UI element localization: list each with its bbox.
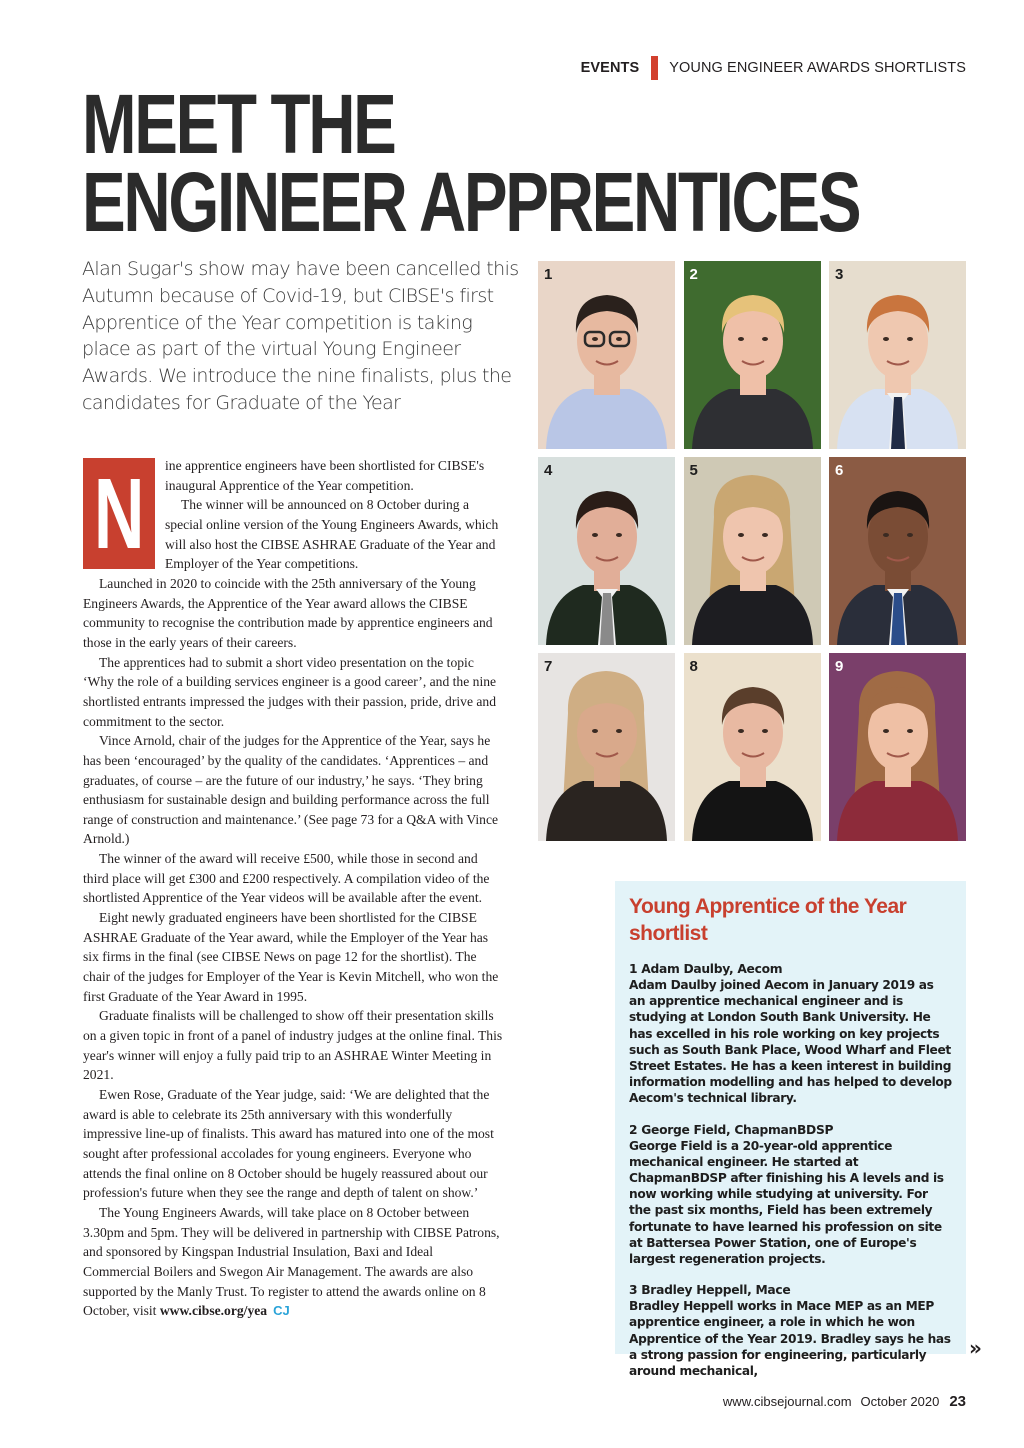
eye bbox=[907, 533, 913, 537]
double-chevron-right-icon[interactable]: » bbox=[969, 1336, 982, 1360]
eye bbox=[907, 729, 913, 733]
body-paragraph: ine apprentice engineers have been shortlisted for CIBSE's inaugural Apprentice of the Year competition. bbox=[165, 458, 485, 493]
portrait-image bbox=[829, 457, 966, 645]
eye bbox=[762, 729, 768, 733]
headline-line-2: ENGINEER APPRENTICES bbox=[82, 155, 860, 250]
section-label: EVENTS bbox=[580, 60, 640, 76]
finalist-photo bbox=[684, 457, 821, 645]
body-paragraph: Graduate finalists will be challenged to show off their presentation skills on a given topic in front of a panel of industry judges at the online final. This year's winner will enjoy a fully paid trip to an ASHRAE Winter Meeting in 2021. bbox=[83, 1008, 503, 1083]
photo-number-label: 9 bbox=[835, 658, 844, 675]
portrait-image bbox=[829, 261, 966, 449]
finalist-photo bbox=[829, 457, 966, 645]
footer-date: October 2020 bbox=[860, 1394, 940, 1409]
register-link[interactable]: www.cibse.org/yea bbox=[159, 1303, 268, 1319]
topic-label: YOUNG ENGINEER AWARDS SHORTLISTS bbox=[669, 60, 966, 76]
eye bbox=[883, 533, 889, 537]
body-paragraph: Vince Arnold, chair of the judges for the Apprentice of the Year, says he has been ‘encouraged’ by the quality of the candidates. ‘Apprentices – and graduates, of course – are the future of our industry,’ he says. ‘They bring enthusiasm for sustainable design and building performance across the full range of construction and maintenance.’ (See page 73 for a Q&A with Vince Arnold.) bbox=[83, 733, 499, 847]
eye bbox=[738, 337, 744, 341]
portrait-image bbox=[829, 653, 966, 841]
article-body bbox=[83, 456, 503, 1321]
eye bbox=[762, 337, 768, 341]
eye bbox=[592, 337, 598, 341]
finalist-photo bbox=[538, 261, 675, 449]
page-headline bbox=[82, 77, 962, 250]
standfirst: Alan Sugar's show may have been cancelled this Autumn because of Covid-19, but CIBSE's first Apprentice of the Year competition is taking place as part of the virtual Young Engineer Awards. We introduce the nine finalists, plus the candidates for Graduate of the Year bbox=[82, 258, 519, 414]
eye bbox=[616, 729, 622, 733]
eye bbox=[762, 533, 768, 537]
finalist-photo bbox=[829, 261, 966, 449]
finalist-photo bbox=[684, 653, 821, 841]
portrait-image bbox=[684, 261, 821, 449]
photo-number-label: 8 bbox=[689, 658, 698, 675]
photo-number-label: 2 bbox=[689, 266, 698, 283]
eye bbox=[883, 337, 889, 341]
finalist-photo bbox=[538, 653, 675, 841]
shortlist-entry bbox=[629, 1122, 952, 1268]
eye bbox=[616, 337, 622, 341]
eye bbox=[616, 533, 622, 537]
body-paragraph: Eight newly graduated engineers have been shortlisted for the CIBSE ASHRAE Graduate of the Year award, while the Employer of the Year has six firms in the final (see CIBSE News on page 12 for the shortlist). The chair of the judges for Employer of the Year is Kevin Mitchell, who won the first Graduate of the Year Award in 1995. bbox=[83, 910, 499, 1004]
portrait-image bbox=[684, 457, 821, 645]
end-mark: CJ bbox=[273, 1303, 290, 1319]
photo-number-label: 1 bbox=[544, 266, 553, 283]
entry-text: Adam Daulby joined Aecom in January 2019 as an apprentice mechanical engineer and is studying at London South Bank University. He has excelled in his role working on key projects such as South Bank Place, Wood Wharf and Fleet Street Estates. He has a keen interest in building information modelling and has helped to develop Aecom's technical library. bbox=[629, 978, 952, 1106]
entry-heading: 1 Adam Daulby, Aecom bbox=[629, 962, 783, 976]
finalist-photo bbox=[684, 261, 821, 449]
photo-number-label: 3 bbox=[835, 266, 844, 283]
photo-number-label: 6 bbox=[835, 462, 844, 479]
portrait-image bbox=[684, 653, 821, 841]
photo-number-label: 4 bbox=[544, 462, 553, 479]
finalist-photo bbox=[829, 653, 966, 841]
eye bbox=[738, 729, 744, 733]
body-paragraph: The apprentices had to submit a short video presentation on the topic ‘Why the role of a building services engineer is a good career’, and the nine shortlisted entrants impressed the judges with their passion, pride, drive and commitment to the sector. bbox=[83, 654, 497, 729]
entry-text: George Field is a 20-year-old apprentice mechanical engineer. He started at ChapmanBDSP after finishing his A levels and is now working while studying at university. For the past six months, Field has been extremely fortunate to have learned his profession on site at Battersea Power Station, one of Europe's largest regeneration projects. bbox=[629, 1138, 944, 1267]
body-paragraph: The winner of the award will receive £500, while those in second and third place will get £300 and £200 respectively. A compilation video of the shortlisted Apprentice of the Year videos will be available after the event. bbox=[83, 851, 490, 906]
sidebar-title: Young Apprentice of the Year shortlist bbox=[629, 895, 907, 945]
eye bbox=[907, 337, 913, 341]
page-footer bbox=[723, 1393, 966, 1410]
body-paragraph: Ewen Rose, Graduate of the Year judge, said: ‘We are delighted that the award is able to celebrate its 25th anniversary with this wonderfully impressive line-up of finalists. This award has matured into one of the most sought after professional accolades for young engineers. Everyone who attends the final online on 8 October should be hugely reassured about our profession's future when they see the range and depth of talent on show.’ bbox=[83, 1087, 494, 1201]
entry-heading: 3 Bradley Heppell, Mace bbox=[629, 1283, 791, 1298]
body-paragraph-text: The Young Engineers Awards, will take place on 8 October between 3.30pm and 5pm. They will be delivered in partnership with CIBSE Patrons, and sponsored by Kingspan Industrial Insulation, Baxi and Ideal Commercial Boilers and Swegon Air Management. The awards are also supported by the Manly Trust. To register to attend the awards online on 8 October, visit bbox=[83, 1204, 500, 1319]
body-paragraph: Launched in 2020 to coincide with the 25th anniversary of the Young Engineers Awards, the Apprentice of the Year award allows the CIBSE community to recognise the contribution made by apprentice engineers and those in the early years of their careers. bbox=[83, 575, 493, 650]
portrait-image bbox=[538, 457, 675, 645]
eye bbox=[883, 729, 889, 733]
finalist-photo-grid bbox=[538, 261, 966, 841]
portrait-image bbox=[538, 261, 675, 449]
drop-cap-letter: N bbox=[93, 457, 145, 570]
running-head bbox=[581, 56, 966, 80]
entry-text: Bradley Heppell works in Mace MEP as an MEP apprentice engineer, a role in which he won Apprentice of the Year 2019. Bradley says he has a strong passion for engineering, particularly around mechanical, bbox=[629, 1299, 951, 1379]
body-paragraph: The winner will be announced on 8 October during a special online version of the Young Engineers Awards, which will also host the CIBSE ASHRAE Graduate of the Year and Employer of the Year competitions. bbox=[165, 497, 499, 572]
section-divider-bar bbox=[651, 56, 658, 80]
photo-number-label: 5 bbox=[689, 462, 698, 479]
page-number: 23 bbox=[949, 1393, 966, 1410]
eye bbox=[592, 729, 598, 733]
shortlist-sidebar bbox=[615, 881, 966, 1379]
photo-number-label: 7 bbox=[544, 658, 553, 675]
entry-heading: 2 George Field, ChapmanBDSP bbox=[629, 1122, 834, 1137]
portrait-image bbox=[538, 653, 675, 841]
footer-site: www.cibsejournal.com bbox=[722, 1394, 852, 1409]
body-paragraph-final bbox=[83, 1203, 503, 1321]
drop-cap bbox=[83, 458, 155, 569]
finalist-photo bbox=[538, 457, 675, 645]
headline-line-1: MEET THE bbox=[82, 77, 395, 171]
shortlist-entry bbox=[629, 1282, 952, 1379]
shortlist-entry bbox=[629, 961, 952, 1107]
eye bbox=[592, 533, 598, 537]
eye bbox=[738, 533, 744, 537]
